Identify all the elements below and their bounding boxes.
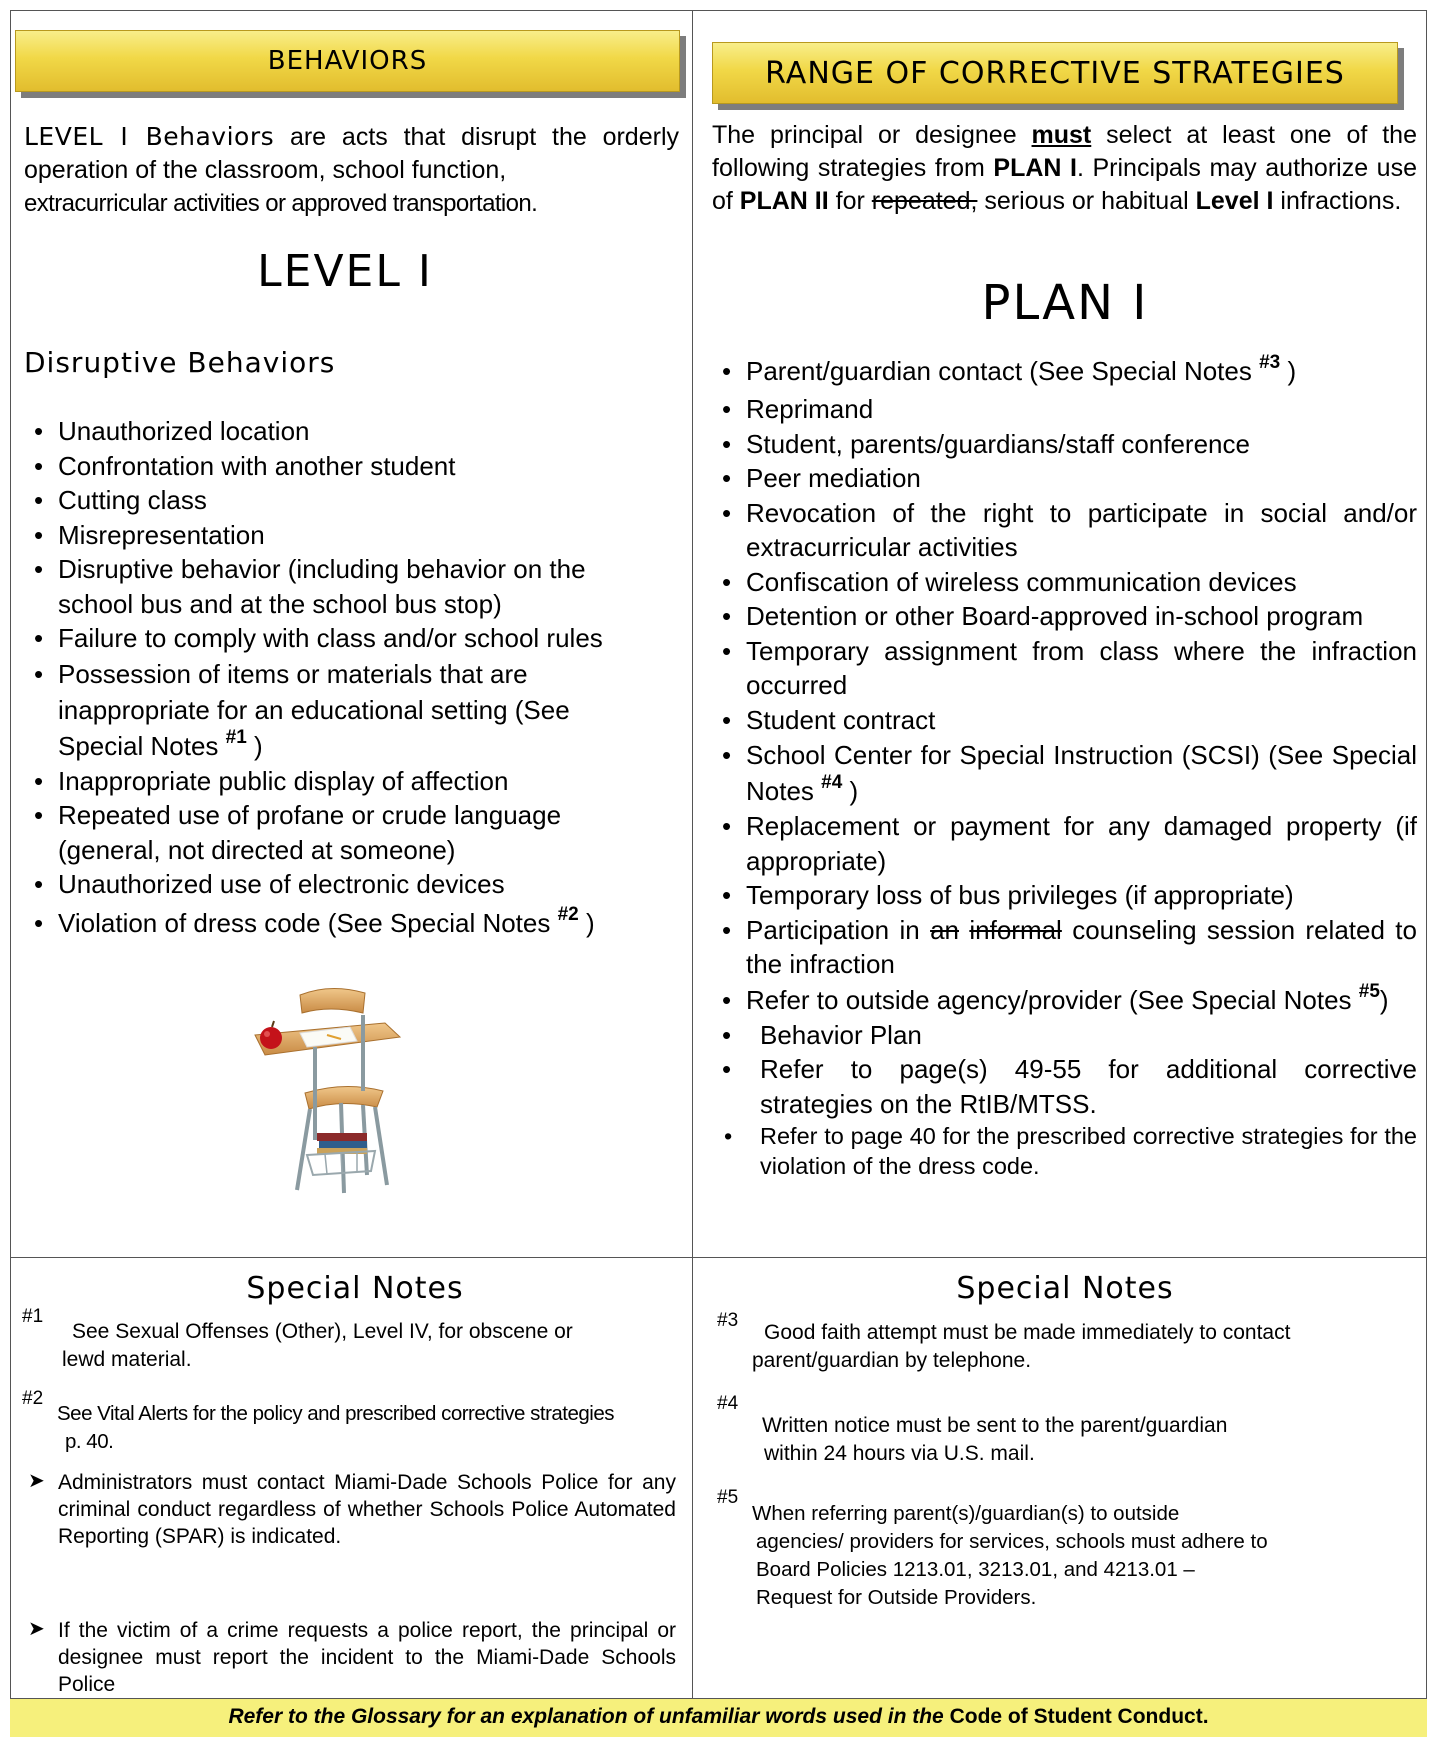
note-text: When referring parent(s)/guardian(s) to outside agencies/ providers for services, schools must adhere to Board Policies 1213.01, 3213.01, and 4213.01 – Request for Outside Providers. <box>752 1502 1268 1609</box>
list-item: • Refer to page 40 for the prescribed corrective strategies for the violation of the dress code. <box>712 1121 1417 1181</box>
list-item: • Peer mediation <box>712 461 1417 496</box>
note-text: Good faith attempt must be made immediately to contact parent/guardian by telephone. <box>752 1321 1291 1372</box>
list-item: • Parent/guardian contact (See Special Notes $^{\#3}$ ) <box>712 350 1417 392</box>
strategies-list <box>712 350 1417 1181</box>
list-item: • Refer to page(s) 49-55 for additional corrective strategies on the RtIB/MTSS. <box>712 1052 1417 1121</box>
note-number: #2 <box>22 1388 44 1409</box>
note-ref: #2 <box>557 903 579 925</box>
list-item: • Confiscation of wireless communication devices <box>712 565 1417 600</box>
list-item: • Participation in an informal counseling session related to the infraction <box>712 913 1417 982</box>
note-number: #3 <box>717 1310 739 1331</box>
special-notes-title: Special Notes <box>956 1271 1174 1306</box>
list-item: • Violation of dress code (See Special Notes $^{\#2}$ ) <box>24 902 684 944</box>
list-item: • Behavior Plan <box>712 1018 1417 1053</box>
note-number: #5 <box>717 1487 739 1508</box>
list-item: • Inappropriate public display of affection <box>24 764 684 799</box>
section-divider <box>10 1257 1427 1258</box>
police-report-note: ➤ If the victim of a crime requests a police report, the principal or designee must report the incident to the Miami-Dade Schools Police <box>28 1618 676 1696</box>
note-ref: #3 <box>1259 352 1281 373</box>
list-item: • Revocation of the right to participate in social and/or extracurricular activities <box>712 496 1417 565</box>
list-item: • Failure to comply with class and/or school rules <box>24 621 684 656</box>
special-notes-title: Special Notes <box>246 1271 464 1306</box>
note-ref: #1 <box>225 726 247 748</box>
list-item: • Disruptive behavior (including behavior on the school bus and at the school bus stop) <box>24 552 628 621</box>
list-item: • Possession of items or materials that are inappropriate for an educational setting (See Special Notes $^{\#1}$ ) <box>24 656 598 764</box>
list-item: • School Center for Special Instruction (SCSI) (See Special Notes $^{\#4}$ ) <box>712 737 1417 809</box>
level-heading: LEVEL I <box>257 246 433 297</box>
list-item: • Unauthorized use of electronic devices <box>24 867 684 902</box>
strategies-intro: The principal or designee must select at least one of the following strategies from PLAN I. Principals may authorize use of PLAN II for repeated, serious or habitual Level I infractions. <box>712 121 1417 215</box>
level-intro-last: extracurricular activities or approved transportation. <box>24 190 538 217</box>
list-item: • Unauthorized location <box>24 414 684 449</box>
note-ref: #5 <box>1358 980 1380 1002</box>
behaviors-list <box>24 414 684 944</box>
strategies-banner: RANGE OF CORRECTIVE STRATEGIES <box>712 42 1398 104</box>
level-intro-lead: LEVEL I Behaviors <box>24 122 275 151</box>
police-contact-note: ➤ Administrators must contact Miami-Dade Schools Police for any criminal conduct regardless of whether Schools Police Automated Reporting (SPAR) is indicated. <box>28 1470 676 1548</box>
list-item: • Student contract <box>712 703 1417 738</box>
list-item: • Repeated use of profane or crude language (general, not directed at someone) <box>24 798 598 867</box>
note-text: See Vital Alerts for the policy and prescribed corrective strategies p. 40. <box>57 1402 614 1453</box>
glossary-footer: Refer to the Glossary for an explanation of unfamiliar words used in the Code of Student Conduct. <box>10 1698 1427 1737</box>
column-divider <box>692 10 693 1707</box>
note-text: See Sexual Offenses (Other), Level IV, for obscene or lewd material. <box>62 1320 573 1371</box>
list-item: • Confrontation with another student <box>24 449 684 484</box>
note-text: Written notice must be sent to the parent/guardian within 24 hours via U.S. mail. <box>762 1414 1228 1465</box>
list-item: • Misrepresentation <box>24 518 684 553</box>
note-ref: #4 <box>821 772 843 793</box>
note-number: #4 <box>717 1393 739 1414</box>
list-item: • Replacement or payment for any damaged property (if appropriate) <box>712 809 1417 878</box>
note-number: #1 <box>22 1306 44 1327</box>
behaviors-banner: BEHAVIORS <box>15 30 680 92</box>
arrow-bullet-icon: ➤ <box>28 1470 45 1492</box>
list-item: • Cutting class <box>24 483 684 518</box>
arrow-bullet-icon: ➤ <box>28 1618 45 1640</box>
list-item: • Temporary loss of bus privileges (if appropriate) <box>712 878 1417 913</box>
list-item: • Detention or other Board-approved in-school program <box>712 599 1417 634</box>
school-desk-with-apple-image <box>245 985 425 1195</box>
disruptive-behaviors-heading: Disruptive Behaviors <box>24 346 336 379</box>
plan-heading: PLAN I <box>981 275 1149 331</box>
level-intro <box>24 120 679 220</box>
list-item: • Reprimand <box>712 392 1417 427</box>
list-item: • Refer to outside agency/provider (See Special Notes $^{\#5}$) <box>712 982 1417 1018</box>
list-item: • Temporary assignment from class where the infraction occurred <box>712 634 1417 703</box>
level-intro-rest: are acts that disrupt the orderly operation of the classroom, school function, <box>24 123 679 184</box>
list-item: • Student, parents/guardians/staff conference <box>712 427 1417 462</box>
